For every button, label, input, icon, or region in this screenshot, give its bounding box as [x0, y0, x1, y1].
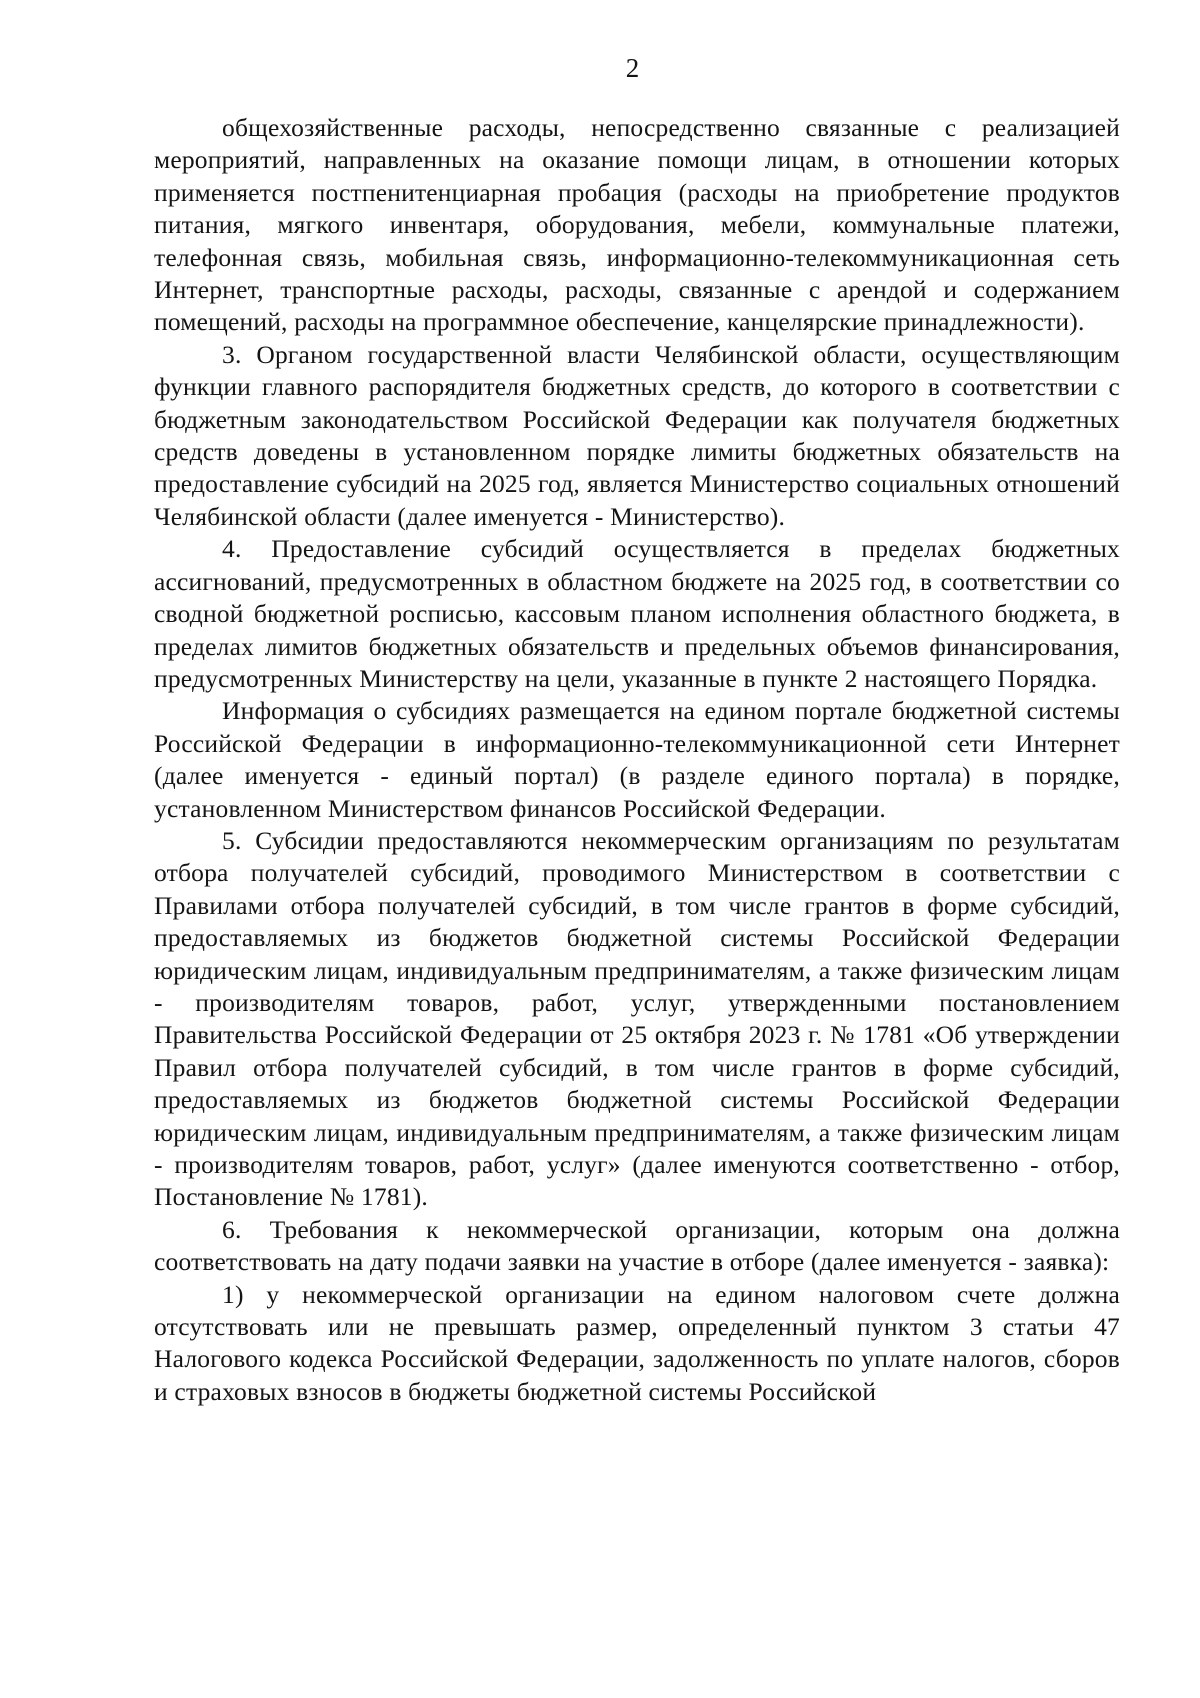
paragraph-item-6: 6. Требования к некоммерческой организации, которым она должна соответствовать на дату подачи заявки на участие в отборе (далее именуется - заявка): [154, 1214, 1120, 1277]
paragraph-item-5: 5. Субсидии предоставляются некоммерческим организациям по результатам отбора получателей субсидий, проводимого Министерством в соответствии с Правилами отбора получателей субсидий, в том числе грантов в форме субсидий, предоставляемых из бюджетов бюджетной системы Российской Федерации юридическим лицам, индивидуальным предпринимателям, а также физическим лицам - производителям товаров, работ, услуг, утвержденными постановлением Правительства Российской Федерации от 25 октября 2023 г. № 1781 «Об утверждении Правил отбора получателей субсидий, в том числе грантов в форме субсидий, предоставляемых из бюджетов бюджетной системы Российской Федерации юридическим лицам, индивидуальным предпринимателям, а также физическим лицам - производителям товаров, работ, услуг» (далее именуются соответственно - отбор, Постановление № 1781). [154, 825, 1120, 1212]
paragraph-expenses-continuation: общехозяйственные расходы, непосредственно связанные с реализацией мероприятий, направленных на оказание помощи лицам, в отношении которых применяется постпенитенциарная пробация (расходы на приобретение продуктов питания, мягкого инвентаря, оборудования, мебели, коммунальные платежи, телефонная связь, мобильная связь, информационно-телекоммуникационная сеть Интернет, транспортные расходы, расходы, связанные с арендой и содержанием помещений, расходы на программное обеспечение, канцелярские принадлежности). [154, 113, 1120, 337]
paragraph-portal-info: Информация о субсидиях размещается на едином портале бюджетной системы Российской Федерации в информационно-телекоммуникационной сети Интернет (далее именуется - единый портал) (в разделе единого портала) в порядке, установленном Министерством финансов Российской Федерации. [154, 696, 1120, 823]
page-number: 2 [625, 53, 640, 83]
document-body [154, 112, 1120, 1408]
paragraph-item-3: 3. Органом государственной власти Челябинской области, осуществляющим функции главного распорядителя бюджетных средств, до которого в соответствии с бюджетным законодательством Российской Федерации как получателя бюджетных средств доведены в установленном порядке лимиты бюджетных обязательств на предоставление субсидий на 2025 год, является Министерство социальных отношений Челябинской области (далее именуется - Министерство). [154, 339, 1120, 531]
paragraph-item-6-1: 1) у некоммерческой организации на едином налоговом счете должна отсутствовать или не превышать размер, определенный пунктом 3 статьи 47 Налогового кодекса Российской Федерации, задолженность по уплате налогов, сборов и страховых взносов в бюджеты бюджетной системы Российской [154, 1279, 1120, 1406]
paragraph-item-4: 4. Предоставление субсидий осуществляется в пределах бюджетных ассигнований, предусмотренных в областном бюджете на 2025 год, в соответствии со сводной бюджетной росписью, кассовым планом исполнения областного бюджета, в пределах лимитов бюджетных обязательств и предельных объемов финансирования, предусмотренных Министерству на цели, указанные в пункте 2 настоящего Порядка. [154, 534, 1120, 693]
